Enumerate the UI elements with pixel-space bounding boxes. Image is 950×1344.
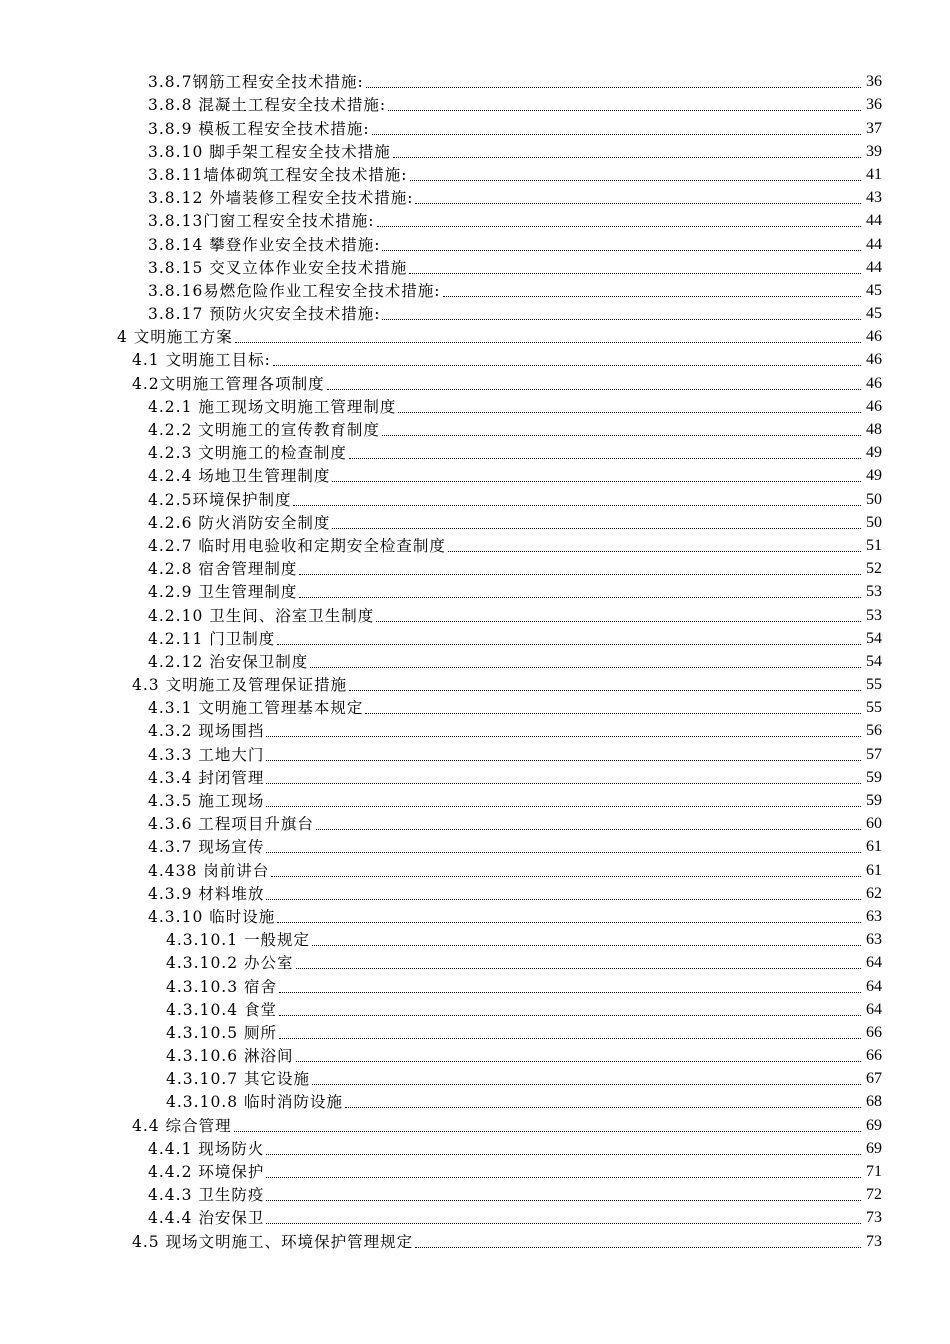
toc-entry[interactable]	[0, 162, 950, 185]
toc-entry-title: 4.4 综合管理	[132, 1116, 232, 1135]
toc-dot-leader	[382, 319, 861, 320]
toc-dot-leader	[273, 365, 861, 366]
toc-entry-page-number: 49	[866, 467, 882, 485]
toc-entry-page-number: 64	[866, 977, 882, 995]
toc-entry[interactable]	[0, 139, 950, 162]
toc-entry-title: 4.3.3 工地大门	[148, 745, 265, 764]
toc-entry[interactable]	[0, 301, 950, 324]
toc-dot-leader	[266, 806, 861, 807]
toc-entry[interactable]	[0, 370, 950, 393]
toc-entry-page-number: 43	[866, 189, 882, 207]
toc-entry-title: 4.3.10.4 食堂	[166, 1000, 278, 1019]
toc-entry[interactable]	[0, 255, 950, 278]
toc-entry-title: 4.3.7 现场宣传	[148, 838, 265, 857]
toc-entry-page-number: 63	[866, 931, 882, 949]
toc-entry[interactable]	[0, 1066, 950, 1089]
toc-entry[interactable]	[0, 1112, 950, 1135]
toc-dot-leader	[266, 852, 861, 853]
toc-entry-title: 3.8.12 外墙装修工程安全技术措施:	[148, 189, 414, 208]
toc-dot-leader	[409, 273, 861, 274]
toc-dot-leader	[296, 1061, 861, 1062]
toc-entry[interactable]	[0, 718, 950, 741]
toc-entry-page-number: 50	[866, 490, 882, 508]
toc-entry-page-number: 55	[866, 676, 882, 694]
toc-entry-page-number: 66	[866, 1023, 882, 1041]
toc-dot-leader	[299, 597, 861, 598]
toc-dot-leader	[415, 203, 861, 204]
toc-dot-leader	[266, 1177, 861, 1178]
toc-dot-leader	[349, 458, 861, 459]
toc-entry-title: 3.8.11墙体砌筑工程安全技术措施:	[148, 165, 408, 184]
toc-dot-leader	[266, 1223, 861, 1224]
toc-entry[interactable]	[0, 973, 950, 996]
toc-entry-title: 4.4.3 卫生防疫	[148, 1186, 265, 1205]
toc-entry[interactable]	[0, 904, 950, 927]
toc-entry-title: 3.8.9 模板工程安全技术措施:	[148, 119, 370, 138]
toc-entry-title: 4.5 现场文明施工、环境保护管理规定	[132, 1232, 414, 1251]
toc-entry[interactable]	[0, 208, 950, 231]
toc-dot-leader	[366, 87, 861, 88]
toc-entry-title: 4.4.1 现场防火	[148, 1139, 265, 1158]
toc-dot-leader	[377, 226, 861, 227]
toc-entry-title: 4.3.5 施工现场	[148, 792, 265, 810]
toc-entry[interactable]	[0, 440, 950, 463]
toc-dot-leader	[365, 713, 861, 714]
toc-entry-page-number: 69	[866, 1116, 882, 1134]
toc-entry-page-number: 46	[866, 328, 882, 346]
toc-dot-leader	[448, 551, 861, 552]
toc-entry-title: 4.3.2 现场围挡	[148, 722, 265, 741]
toc-entry-title: 4.3 文明施工及管理保证措施	[132, 676, 348, 695]
toc-entry-title: 4.3.1 文明施工管理基本规定	[148, 699, 364, 718]
toc-dot-leader	[332, 481, 861, 482]
toc-entry-page-number: 59	[866, 768, 882, 786]
toc-dot-leader	[277, 922, 861, 923]
toc-entry-title: 4.3.10.6 淋浴间	[166, 1047, 294, 1066]
toc-entry-page-number: 64	[866, 1000, 882, 1018]
toc-entry[interactable]	[0, 1043, 950, 1066]
toc-entry-page-number: 46	[866, 397, 882, 415]
toc-entry-title: 4.3.10.3 宿舍	[166, 977, 278, 996]
toc-entry[interactable]	[0, 695, 950, 718]
toc-entry-title: 4.3.9 材料堆放	[148, 884, 265, 903]
toc-entry-page-number: 56	[866, 722, 882, 740]
toc-entry[interactable]	[0, 741, 950, 764]
toc-dot-leader	[443, 296, 861, 297]
toc-entry-title: 3.8.8 混凝土工程安全技术措施:	[148, 96, 387, 115]
toc-entry[interactable]	[0, 1159, 950, 1182]
toc-entry-page-number: 71	[866, 1163, 882, 1180]
toc-entry[interactable]	[0, 324, 950, 347]
toc-entry-title: 4.2.4 场地卫生管理制度	[148, 467, 331, 486]
toc-entry-title: 4.2文明施工管理各项制度	[132, 374, 325, 393]
toc-entry[interactable]	[0, 857, 950, 880]
toc-entry[interactable]	[0, 649, 950, 672]
toc-entry-page-number: 61	[866, 861, 882, 879]
toc-entry-page-number: 54	[866, 652, 882, 670]
toc-entry-title: 4.2.2 文明施工的宣传教育制度	[148, 421, 380, 439]
toc-entry-page-number: 46	[866, 351, 882, 369]
table-of-contents	[0, 69, 950, 1252]
toc-entry-title: 3.8.17 预防火灾安全技术措施:	[148, 305, 381, 324]
toc-entry-page-number: 36	[866, 73, 882, 91]
toc-entry-page-number: 57	[866, 745, 882, 763]
toc-entry-page-number: 66	[866, 1047, 882, 1065]
toc-entry-page-number: 46	[866, 374, 882, 392]
toc-dot-leader	[349, 690, 861, 691]
toc-entry-title: 3.8.10 脚手架工程安全技术措施	[148, 142, 391, 161]
toc-dot-leader	[277, 644, 861, 645]
toc-entry-page-number: 45	[866, 305, 882, 323]
toc-entry-title: 3.8.13门窗工程安全技术措施:	[148, 212, 375, 231]
toc-entry-title: 4.3.10.5 厕所	[166, 1023, 278, 1042]
toc-entry[interactable]	[0, 278, 950, 301]
toc-entry-page-number: 48	[866, 421, 882, 438]
toc-dot-leader	[279, 992, 861, 993]
toc-entry[interactable]	[0, 1228, 950, 1251]
toc-entry[interactable]	[0, 231, 950, 254]
toc-entry-page-number: 55	[866, 699, 882, 717]
toc-entry-page-number: 41	[866, 165, 882, 183]
toc-entry-title: 3.8.15 交叉立体作业安全技术措施	[148, 258, 408, 277]
toc-dot-leader	[415, 1247, 861, 1248]
toc-entry[interactable]	[0, 997, 950, 1020]
toc-dot-leader	[398, 412, 861, 413]
toc-dot-leader	[382, 435, 861, 436]
toc-entry[interactable]	[0, 811, 950, 834]
toc-entry[interactable]	[0, 486, 950, 509]
toc-entry[interactable]	[0, 69, 950, 92]
toc-dot-leader	[266, 1154, 861, 1155]
toc-dot-leader	[235, 342, 861, 343]
toc-dot-leader	[312, 945, 861, 946]
toc-dot-leader	[382, 250, 861, 251]
toc-entry-page-number: 53	[866, 606, 882, 624]
toc-dot-leader	[316, 829, 861, 830]
toc-entry-title: 4.2.7 临时用电验收和定期安全检查制度	[148, 536, 446, 555]
toc-dot-leader	[266, 760, 861, 761]
toc-entry-page-number: 39	[866, 142, 882, 160]
toc-entry[interactable]	[0, 92, 950, 115]
toc-entry-page-number: 69	[866, 1139, 882, 1157]
toc-dot-leader	[299, 574, 861, 575]
toc-dot-leader	[345, 1107, 861, 1108]
toc-entry-title: 4.3.10.2 办公室	[166, 954, 294, 973]
toc-entry-page-number: 49	[866, 444, 882, 462]
toc-entry-page-number: 61	[866, 838, 882, 856]
toc-entry-page-number: 50	[866, 513, 882, 531]
toc-entry[interactable]	[0, 1182, 950, 1205]
toc-dot-leader	[266, 736, 861, 737]
toc-entry-page-number: 51	[866, 536, 882, 554]
toc-entry-title: 3.8.16易燃危险作业工程安全技术措施:	[148, 281, 441, 300]
toc-dot-leader	[266, 1200, 861, 1201]
toc-entry-page-number: 67	[866, 1070, 882, 1088]
toc-entry[interactable]	[0, 579, 950, 602]
toc-entry[interactable]	[0, 788, 950, 811]
toc-entry-page-number: 68	[866, 1093, 882, 1111]
toc-entry-page-number: 45	[866, 281, 882, 299]
toc-entry-page-number: 62	[866, 884, 882, 902]
toc-entry[interactable]	[0, 533, 950, 556]
toc-dot-leader	[266, 899, 861, 900]
toc-entry-page-number: 37	[866, 119, 882, 137]
toc-dot-leader	[279, 1015, 861, 1016]
toc-entry-title: 4.3.10.8 临时消防设施	[166, 1093, 344, 1112]
toc-entry-title: 4.3.10 临时设施	[148, 907, 276, 926]
toc-entry-title: 3.8.7钢筋工程安全技术措施:	[148, 73, 364, 92]
toc-entry-title: 3.8.14 攀登作业安全技术措施:	[148, 235, 381, 254]
toc-entry-page-number: 59	[866, 792, 882, 809]
toc-dot-leader	[234, 1131, 861, 1132]
toc-dot-leader	[410, 180, 861, 181]
toc-entry[interactable]	[0, 417, 950, 440]
toc-entry-page-number: 44	[866, 212, 882, 230]
toc-entry[interactable]	[0, 1205, 950, 1228]
toc-entry[interactable]	[0, 672, 950, 695]
toc-entry-title: 4.3.4 封闭管理	[148, 768, 265, 787]
toc-entry-page-number: 54	[866, 629, 882, 647]
toc-dot-leader	[376, 621, 861, 622]
toc-entry-page-number: 60	[866, 815, 882, 833]
toc-entry[interactable]	[0, 510, 950, 533]
toc-dot-leader	[293, 505, 861, 506]
toc-entry[interactable]	[0, 1089, 950, 1112]
toc-entry-title: 4 文明施工方案	[117, 328, 233, 347]
toc-dot-leader	[372, 134, 861, 135]
toc-dot-leader	[393, 157, 861, 158]
toc-entry[interactable]	[0, 394, 950, 417]
toc-entry-page-number: 72	[866, 1186, 882, 1204]
toc-entry-title: 4.2.12 治安保卫制度	[148, 652, 309, 671]
toc-entry[interactable]	[0, 1136, 950, 1159]
toc-entry-title: 4.2.11 门卫制度	[148, 629, 276, 648]
toc-entry-page-number: 53	[866, 583, 882, 601]
toc-dot-leader	[271, 876, 861, 877]
toc-entry-page-number: 44	[866, 258, 882, 276]
toc-entry[interactable]	[0, 950, 950, 973]
toc-entry-page-number: 64	[866, 954, 882, 972]
toc-entry[interactable]	[0, 556, 950, 579]
toc-entry[interactable]	[0, 765, 950, 788]
toc-dot-leader	[327, 389, 861, 390]
toc-dot-leader	[296, 968, 861, 969]
toc-entry[interactable]	[0, 185, 950, 208]
toc-entry-title: 4.4.4 治安保卫	[148, 1209, 265, 1228]
toc-entry-title: 4.438 岗前讲台	[148, 861, 270, 880]
toc-dot-leader	[266, 783, 861, 784]
toc-dot-leader	[312, 1084, 861, 1085]
toc-entry-title: 4.2.1 施工现场文明施工管理制度	[148, 397, 397, 416]
toc-dot-leader	[388, 110, 861, 111]
toc-entry[interactable]	[0, 463, 950, 486]
toc-entry-title: 4.3.10.7 其它设施	[166, 1070, 311, 1089]
toc-entry[interactable]	[0, 834, 950, 857]
toc-entry[interactable]	[0, 115, 950, 138]
toc-entry-title: 4.2.10 卫生间、浴室卫生制度	[148, 606, 375, 625]
toc-entry-page-number: 73	[866, 1232, 882, 1250]
toc-entry-page-number: 52	[866, 560, 882, 578]
toc-entry[interactable]	[0, 626, 950, 649]
toc-entry-title: 4.2.5环境保护制度	[148, 490, 292, 509]
toc-entry-title: 4.2.6 防火消防安全制度	[148, 513, 331, 532]
toc-entry[interactable]	[0, 602, 950, 625]
toc-entry[interactable]	[0, 881, 950, 904]
toc-dot-leader	[279, 1038, 861, 1039]
toc-entry[interactable]	[0, 927, 950, 950]
toc-entry-page-number: 36	[866, 96, 882, 114]
toc-entry-title: 4.2.9 卫生管理制度	[148, 583, 298, 602]
toc-entry-title: 4.3.6 工程项目升旗台	[148, 815, 314, 834]
toc-dot-leader	[332, 528, 861, 529]
toc-entry-title: 4.2.3 文明施工的检查制度	[148, 444, 347, 463]
toc-entry-title: 4.3.10.1 一般规定	[166, 931, 311, 950]
toc-entry-page-number: 44	[866, 235, 882, 253]
toc-entry[interactable]	[0, 1020, 950, 1043]
toc-entry-page-number: 63	[866, 907, 882, 925]
toc-entry-title: 4.1 文明施工目标:	[132, 351, 271, 370]
toc-entry-title: 4.2.8 宿舍管理制度	[148, 560, 298, 579]
toc-entry-page-number: 73	[866, 1209, 882, 1227]
toc-entry-title: 4.4.2 环境保护	[148, 1163, 265, 1181]
toc-dot-leader	[310, 667, 861, 668]
toc-entry[interactable]	[0, 347, 950, 370]
